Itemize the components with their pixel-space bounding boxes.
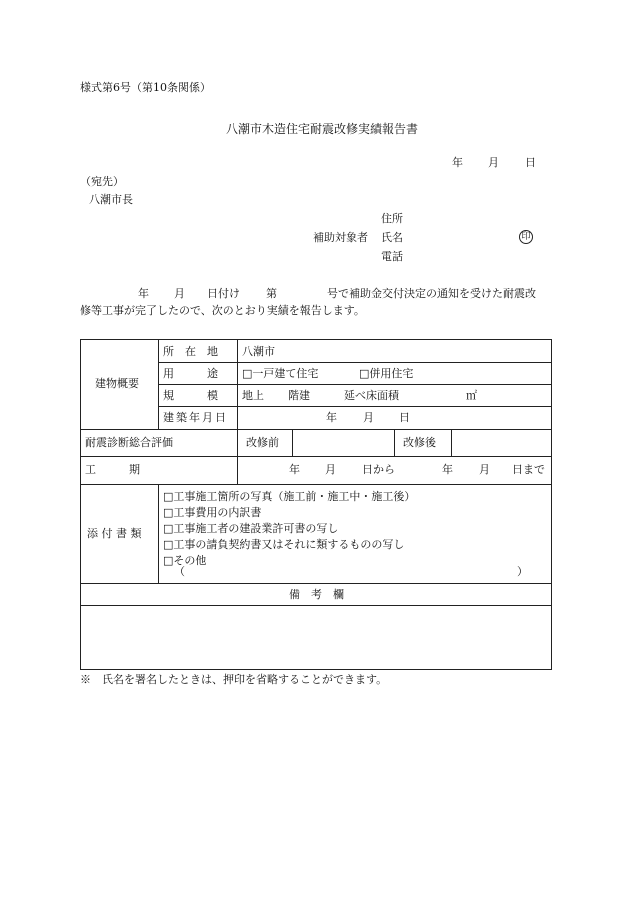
notice-rest: 号で補助金交付決定の通知を受けた耐震改	[327, 287, 536, 300]
built-day: 日	[399, 411, 410, 424]
addressee-note: （宛先）	[80, 175, 124, 188]
seismic-evaluation-label: 耐震診断総合評価	[85, 436, 173, 449]
phone-label: 電話	[381, 250, 403, 263]
scale-floor-area: 延べ床面積	[344, 389, 399, 402]
attachments-list	[163, 489, 415, 569]
form-number: 様式第6号（第10条関係）	[80, 81, 211, 94]
notice-line2: 修等工事が完了したので、次のとおり実績を報告します。	[80, 304, 365, 317]
address-label: 住所	[381, 212, 403, 225]
date-month: 月	[488, 156, 499, 169]
footnote: ※ 氏名を署名したときは、押印を省略することができます。	[80, 673, 388, 686]
location-label: 所 在 地	[163, 345, 218, 358]
period-start-day: 日から	[362, 463, 395, 476]
usage-option-mixed[interactable]: □併用住宅	[359, 367, 414, 380]
period-end-year: 年	[442, 463, 453, 476]
built-month: 月	[363, 411, 374, 424]
period-label: 工 期	[85, 463, 140, 476]
remarks-label: 備 考 欄	[289, 588, 344, 601]
notice-dai: 第	[266, 287, 277, 300]
attachment-license-copy[interactable]: □工事施工者の建設業許可書の写し	[163, 522, 339, 535]
usage-label: 用 途	[163, 367, 218, 380]
date-year: 年	[452, 156, 463, 169]
period-end-month: 月	[479, 463, 490, 476]
other-paren-close: ）	[517, 565, 528, 578]
name-label: 氏名	[381, 231, 403, 244]
period-start-year: 年	[289, 463, 300, 476]
report-table	[80, 339, 552, 670]
document-title: 八潮市木造住宅耐震改修実績報告書	[226, 122, 419, 136]
period-start-month: 月	[325, 463, 336, 476]
usage-option-detached[interactable]: □一戸建て住宅	[242, 367, 319, 380]
applicant-label: 補助対象者	[313, 231, 368, 244]
period-end-day: 日まで	[512, 463, 545, 476]
before-renovation-label: 改修前	[246, 436, 279, 449]
built-year: 年	[326, 411, 337, 424]
scale-above-ground: 地上	[242, 389, 264, 402]
notice-day-suffix: 日付け	[207, 287, 240, 300]
notice-month: 月	[174, 287, 185, 300]
building-overview-label: 建物概要	[95, 377, 139, 390]
attachment-other[interactable]: □その他	[163, 554, 207, 567]
attachment-contract-copy[interactable]: □工事の請負契約書又はそれに類するものの写し	[163, 538, 405, 551]
attachment-photos[interactable]: □工事施工箇所の写真（施工前・施工中・施工後）	[163, 490, 416, 503]
attachments-label: 添 付 書 類	[87, 527, 142, 540]
notice-year: 年	[138, 287, 149, 300]
after-renovation-label: 改修後	[403, 436, 436, 449]
date-day: 日	[525, 156, 536, 169]
other-paren-open: （	[174, 565, 185, 578]
scale-floors: 階建	[288, 389, 310, 402]
built-date-label: 建築年月日	[163, 411, 228, 424]
attachment-cost-breakdown[interactable]: □工事費用の内訳書	[163, 506, 262, 519]
location-value: 八潮市	[242, 345, 275, 358]
scale-label: 規 模	[163, 389, 218, 402]
seal-mark: 印	[519, 230, 533, 244]
addressee: 八潮市長	[89, 193, 133, 206]
scale-unit: ㎡	[466, 389, 477, 402]
